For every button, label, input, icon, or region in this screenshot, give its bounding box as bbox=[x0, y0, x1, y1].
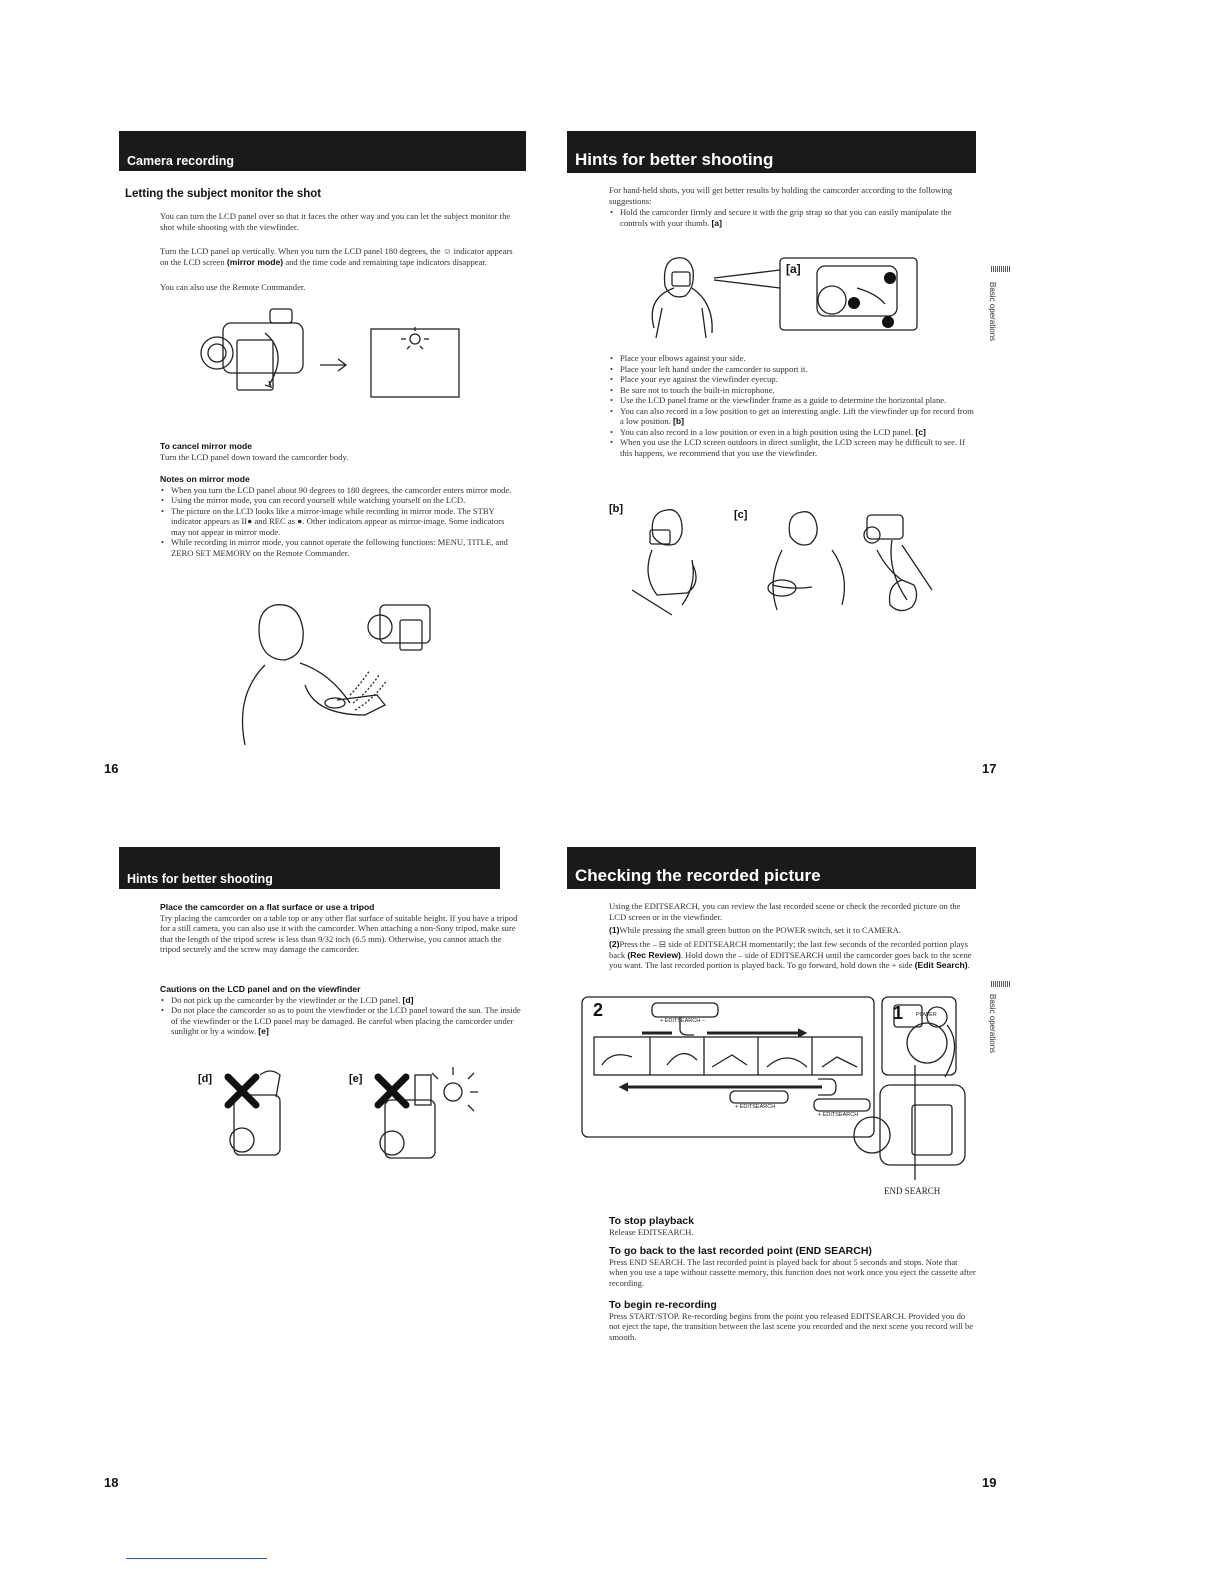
page16-para1: Turn the LCD panel up vertically. When you turn the LCD panel 180 degrees, the ☺ indicator appears on the LCD screen (mirror mode) and the time code and remaining tape indicators disappear. bbox=[160, 246, 513, 267]
hint-item: • Place your left hand under the camcorder to support it. bbox=[609, 364, 977, 375]
hint-item: • You can also record in a low position or even in a high position using the LCD panel. [c] bbox=[609, 427, 977, 438]
diagram-end-search-label: END SEARCH bbox=[884, 1186, 941, 1196]
diagram-editsearch-top: + EDITSEARCH – bbox=[660, 1018, 705, 1024]
page18-flat-section bbox=[160, 902, 522, 955]
page18-header-bar bbox=[119, 847, 500, 889]
page19-step2: (2)Press the – ⊟ side of EDITSEARCH momentarily; the last few seconds of the recorded portion plays back (Rec Review). Hold down the – side of EDITSEARCH until the camcorder goes back to the scene you want. The last recorded portion is played back. To go forward, hold down the + side (Edit Search). bbox=[609, 939, 972, 970]
page16-para2: You can also use the Remote Commander. bbox=[160, 282, 306, 292]
page16-intro: You can turn the LCD panel over so that it faces the other way and you can let the subject monitor the shot while shooting with the viewfinder. bbox=[160, 211, 511, 232]
page19-side-mark bbox=[991, 981, 1011, 987]
figure-e-label: [e] bbox=[349, 1073, 363, 1085]
notes-title: Notes on mirror mode bbox=[160, 474, 250, 484]
page19-rerecord bbox=[609, 1300, 977, 1342]
page17-number: 17 bbox=[982, 761, 997, 776]
editsearch-button-top bbox=[652, 1003, 718, 1017]
page18-number: 18 bbox=[104, 1475, 119, 1490]
seated-person-head bbox=[789, 512, 817, 545]
callout-3-icon bbox=[882, 316, 894, 328]
editsearch-diagram bbox=[582, 995, 982, 1195]
hint-item: • Use the LCD panel frame or the viewfinder frame as a guide to determine the horizontal plane. bbox=[609, 395, 977, 406]
person-head bbox=[259, 605, 303, 660]
standing-person-head bbox=[890, 580, 917, 611]
callout-2-icon bbox=[884, 272, 896, 284]
mirror-screen bbox=[371, 327, 459, 397]
page19-header-title: Checking the recorded picture bbox=[575, 866, 821, 885]
caution-item: • Do not place the camcorder so as to point the viewfinder or the LCD panel toward the sun. The inside of the viewfinder or the LCD panel may be damaged. Be careful when placing the camcorder under sunlight or by a window. [e] bbox=[160, 1005, 522, 1037]
no-icon-e bbox=[378, 1077, 406, 1105]
page16-number: 16 bbox=[104, 761, 119, 776]
kneeling-person-head bbox=[652, 510, 682, 545]
diagram-editsearch-right: + EDITSEARCH bbox=[818, 1112, 859, 1118]
note-item: • When you turn the LCD panel about 90 degrees to 180 degrees, the camcorder enters mirror mode. bbox=[160, 485, 512, 496]
flat-surface-text: Try placing the camcorder on a table top or any other flat surface of suitable height. If you have a tripod for a still camera, you can also use it with the camcorder. When attaching a non-Sony tripod, make sure that the length of the tripod screw is less than 9/32 inch (6.5 mm). Otherwise, you cannot attach the tripod securely and the screw may damage the camcorder. bbox=[160, 912, 518, 954]
page17-bullets bbox=[609, 353, 977, 458]
page16-notes bbox=[160, 474, 512, 558]
page19-side-tab: Basic operations bbox=[988, 994, 997, 1054]
page16-header-bar bbox=[119, 131, 526, 171]
footer-link-line bbox=[126, 1558, 267, 1559]
hint-item: • Be sure not to touch the built-in microphone. bbox=[609, 385, 977, 396]
page17-side-tab: Basic operations bbox=[988, 282, 997, 342]
go-back-text: Press END SEARCH. The last recorded point is played back for about 5 seconds and stops. Note that when you use a tape without cassette memory, this function does not work once you eject the cassette after recording. bbox=[609, 1256, 976, 1288]
remote-commander-illustration bbox=[235, 585, 455, 745]
hint-item: • Place your eye against the viewfinder eyecup. bbox=[609, 374, 977, 385]
page17-header-bar bbox=[567, 131, 976, 173]
go-back-title: To go back to the last recorded point (END SEARCH) bbox=[609, 1245, 872, 1257]
diagram-editsearch-mid: + EDITSEARCH bbox=[735, 1104, 776, 1110]
person-head bbox=[665, 258, 694, 297]
power-dial-icon bbox=[907, 1023, 947, 1063]
diagram-step-1: 1 bbox=[893, 1003, 904, 1023]
flat-surface-title: Place the camcorder on a flat surface or use a tripod bbox=[160, 902, 375, 912]
editsearch-button-right bbox=[814, 1099, 870, 1111]
note-item: • While recording in mirror mode, you cannot operate the following functions: MENU, TITLE, and ZERO SET MEMORY on the Remote Commander. bbox=[160, 537, 512, 558]
rerecord-title: To begin re-recording bbox=[609, 1299, 717, 1311]
rerecord-text: Press START/STOP. Re-recording begins from the point you released EDITSEARCH. Provided you do not eject the tape, the transition between the last scene you recorded and the next scene you record will be smooth. bbox=[609, 1310, 974, 1342]
mirror-mode-illustration bbox=[195, 305, 495, 405]
no-icon-d bbox=[228, 1077, 256, 1105]
cautions-title: Cautions on the LCD panel and on the viewfinder bbox=[160, 984, 361, 994]
editsearch-button-mid bbox=[730, 1091, 788, 1103]
camcorder-body bbox=[223, 323, 303, 373]
stop-playback-title: To stop playback bbox=[609, 1215, 694, 1227]
page19-number: 19 bbox=[982, 1475, 997, 1490]
camcorder-lens bbox=[201, 337, 233, 369]
figure-b-label: [b] bbox=[609, 503, 624, 515]
page19-header-bar bbox=[567, 847, 976, 889]
figure-a-label: [a] bbox=[786, 262, 801, 276]
figure-d-label: [d] bbox=[198, 1073, 213, 1085]
diagram-power-label: POWER bbox=[916, 1012, 937, 1018]
page16-cancel bbox=[160, 441, 522, 462]
page19-goback bbox=[609, 1246, 977, 1288]
page19-intro: Using the EDITSEARCH, you can review the last recorded scene or check the recorded picture on the LCD screen or in the viewfinder. bbox=[609, 901, 961, 922]
remote-icon bbox=[325, 698, 345, 708]
page16-section-title: Letting the subject monitor the shot bbox=[125, 188, 322, 200]
page17-first-bullet: • Hold the camcorder firmly and secure it with the grip strap so that you can easily manipulate the controls with your thumb. [a] bbox=[609, 207, 971, 228]
figure-b-c-illustrations bbox=[622, 500, 952, 620]
right-arrow-icon bbox=[320, 359, 346, 371]
note-item: • The picture on the LCD looks like a mirror-image while recording in mirror mode. The STBY indicator appears as II● and REC as ●. Other indicators appear as mirror-image. Some indicators may not appear in mirror mode. bbox=[160, 506, 512, 538]
cancel-mirror-text: Turn the LCD panel down toward the camcorder body. bbox=[160, 451, 349, 462]
page18-header-title: Hints for better shooting bbox=[127, 872, 273, 886]
stop-playback-text: Release EDITSEARCH. bbox=[609, 1226, 694, 1237]
page16-header-title: Camera recording bbox=[127, 154, 234, 168]
sun-icon bbox=[444, 1083, 462, 1101]
cancel-mirror-title: To cancel mirror mode bbox=[160, 441, 253, 451]
figure-c-label: [c] bbox=[734, 509, 748, 521]
page18-cautions bbox=[160, 984, 522, 1037]
hint-item: • Place your elbows against your side. bbox=[609, 353, 977, 364]
hint-item: • You can also record in a low position to get an interesting angle. Lift the viewfinder up for record from a low position. [b] bbox=[609, 406, 977, 427]
page19-stop bbox=[609, 1216, 977, 1237]
page19-step1: (1)While pressing the small green button on the POWER switch, set it to CAMERA. bbox=[609, 925, 901, 935]
page17-header-title: Hints for better shooting bbox=[575, 150, 774, 169]
page17-intro: For hand-held shots, you will get better results by holding the camcorder according to the following suggestions: bbox=[609, 185, 953, 206]
page17-side-mark bbox=[991, 266, 1011, 272]
callout-1-icon bbox=[848, 297, 860, 309]
lcd-panel bbox=[237, 340, 273, 390]
figure-a-illustration bbox=[642, 248, 962, 348]
diagram-step-2: 2 bbox=[593, 1000, 604, 1020]
note-item: • Using the mirror mode, you can record yourself while watching yourself on the LCD. bbox=[160, 495, 512, 506]
figure-d-e-illustrations bbox=[220, 1055, 520, 1165]
caution-item: • Do not pick up the camcorder by the viewfinder or the LCD panel. [d] bbox=[160, 995, 522, 1006]
hint-item: • When you use the LCD screen outdoors in direct sunlight, the LCD screen may be difficult to see. If this happens, we recommend that you use the viewfinder. bbox=[609, 437, 977, 458]
